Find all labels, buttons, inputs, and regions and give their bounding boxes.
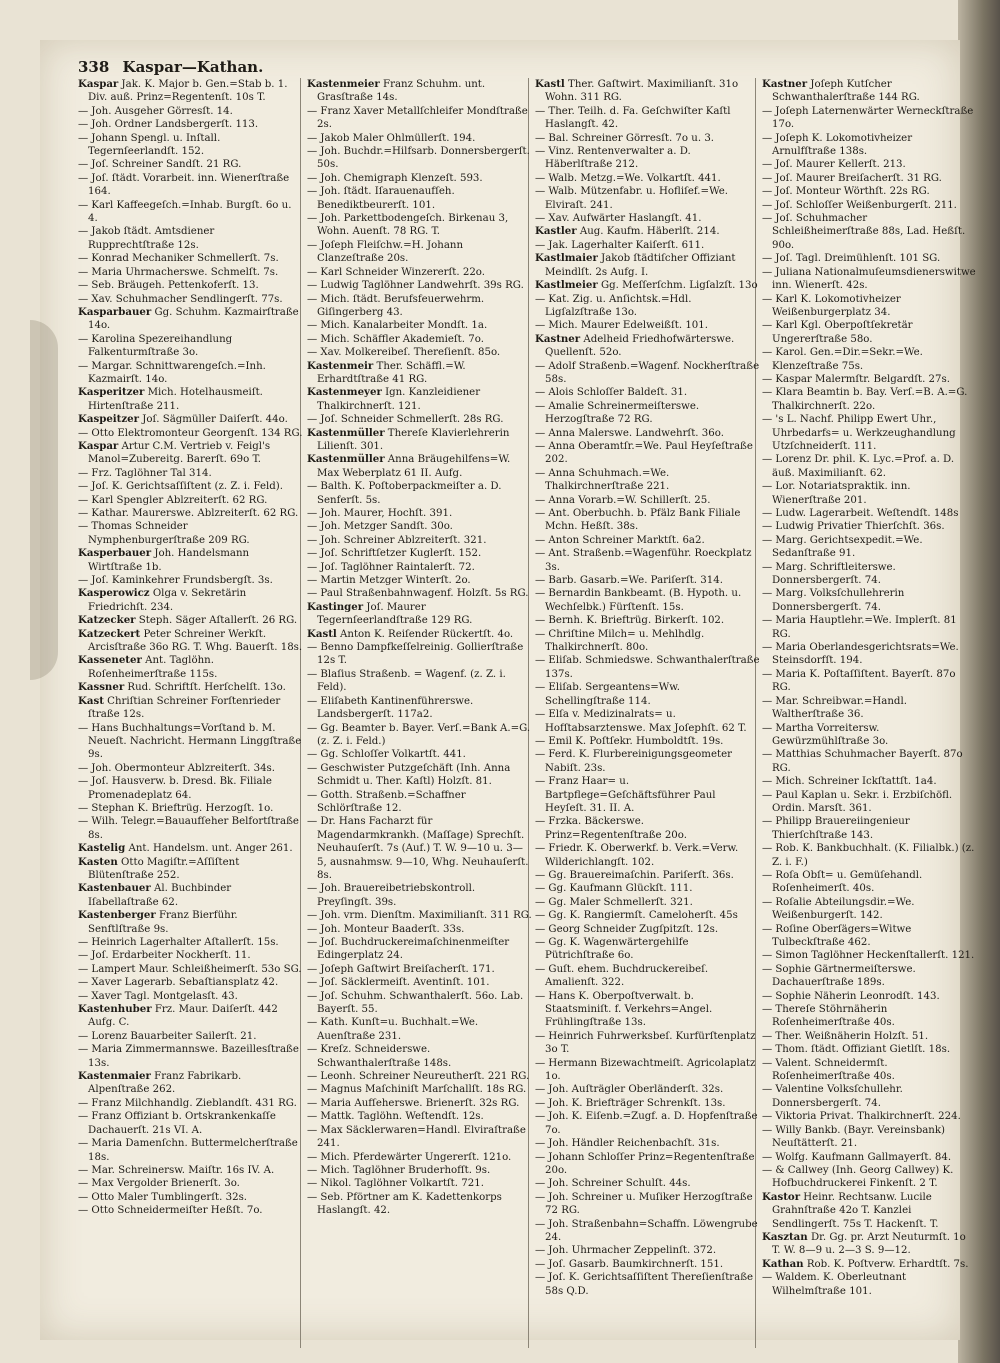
directory-entry: — Joh. Metzger Sandſt. 30o. <box>307 521 453 533</box>
directory-entry: — Ant. Oberbuchh. b. Pfälz Bank Filiale Mchn. Heßſt. 38s. <box>535 508 741 533</box>
directory-entry: — Hans K. Oberpoſtverwalt. b. Staatsminiſt. f. Verkehrs=Angel. Frühlingſtraße 13s. <box>535 990 713 1029</box>
directory-entry: Kastor Heinr. Rechtsanw. Lucile Grahnſtraße 42o T. Kanzlei Sendlingerſt. 75s T. Hackenſt. T. <box>762 1190 939 1230</box>
directory-entry: — Otto Schneidermeiſter Heßſt. 7o. <box>78 1205 263 1217</box>
directory-entry: Kasperbauer Joh. Handelsmann Wirtſtraße 1b. <box>78 547 250 573</box>
directory-entry: — Friedr. K. Oberwerkf. b. Verk.=Verw. Wilderichlangſt. 102. <box>535 843 739 868</box>
directory-entry: — Joſ. Buchdruckereimaſchinenmeiſter Edingerplatz 24. <box>307 937 510 962</box>
directory-entry: — Frzka. Bäckerswe. Prinz=Regentenſtraße 20o. <box>535 816 687 841</box>
directory-entry: — Anna Vorarb.=W. Schillerſt. 25. <box>535 494 711 506</box>
directory-entry: — Roſa Obſt= u. Gemüſehandl. Roſenheimerſt. 40s. <box>762 869 923 895</box>
directory-entry: — Gg. Kaufmann Glückſt. 111. <box>535 883 693 895</box>
directory-entry: — Joſ. ſtädt. Vorarbeit. inn. Wienerſtraße 164. <box>78 172 290 198</box>
directory-entry: — Joh. Schreiner u. Muſiker Herzogſtraße 72 RG. <box>535 1191 753 1217</box>
directory-entry: Kastenmüller Thereſe Klavierlehrerin Lilienſt. 301. <box>307 426 510 452</box>
directory-entry: Kastenhuber Frz. Maur. Daiſerſt. 442 Aufg. C. <box>78 1003 278 1029</box>
directory-entry: — Viktoria Privat. Thalkirchnerſt. 224. <box>762 1111 961 1123</box>
directory-entry: — Mich. Schreiner Ickſtattſt. 1a4. <box>762 776 937 788</box>
directory-entry: — Leonh. Schreiner Neureutherſt. 221 RG. <box>307 1071 530 1083</box>
directory-entry: — Thom. ſtädt. Offiziant Gietlſt. 18s. <box>762 1044 951 1056</box>
directory-entry: — Lor. Notariatspraktik. inn. Wienerſtraße 201. <box>762 481 911 506</box>
directory-entry: — Joſeph Gaſtwirt Breiſacherſt. 171. <box>307 963 495 975</box>
thumb-shadow <box>30 320 58 680</box>
directory-entry: — Lorenz Bauarbeiter Sailerſt. 21. <box>78 1030 257 1042</box>
directory-entry: — Joſ. Erdarbeiter Nockherſt. 11. <box>78 950 251 962</box>
directory-entry: — Marg. Volksſchullehrerin Donnersbergerſt. 74. <box>762 588 905 613</box>
directory-entry: — Karl Kgl. Oberpoſtſekretär Ungererſtraße 58o. <box>762 320 913 345</box>
directory-entry: Kastl Ther. Gaſtwirt. Maximilianſt. 31o Wohn. 311 RG. <box>535 78 739 104</box>
directory-entry: — Blaſius Straßenb. = Wagenf. (z. Z. i. Feld). <box>307 668 506 694</box>
directory-entry: — Maria Hauptlehr.=We. Implerſt. 81 RG. <box>762 615 957 640</box>
directory-entry: — Xaver Tagl. Montgelasſt. 43. <box>78 990 238 1002</box>
directory-entry: — Joſ. Schneider Schmellerſt. 28s RG. <box>307 414 504 426</box>
directory-entry: — Alois Schloſſer Baldeſt. 31. <box>535 387 688 399</box>
directory-entry: — Mich. ſtädt. Berufsfeuerwehrm. Giſingerberg 43. <box>307 293 485 318</box>
directory-entry: — Karl Schneider Winzererſt. 22o. <box>307 266 486 278</box>
directory-entry: — Joſ. Maurer Kellerſt. 213. <box>762 159 906 171</box>
directory-entry: — Martin Metzger Winterſt. 2o. <box>307 575 471 587</box>
directory-entry: — Xav. Schuhmacher Sendlingerſt. 77s. <box>78 293 283 305</box>
directory-entry: Kaspar Artur C.M. Vertrieb v. Feigl's Manol=Zubereitg. Barerſt. 69o T. <box>78 439 271 466</box>
directory-entry: — & Callwey (Inh. Georg Callwey) K. Hofbuchdruckerei Finkenſt. 2 T. <box>762 1164 954 1190</box>
directory-entry: — Walb. Mützenfabr. u. Hofliſef.=We. Elviraſt. 241. <box>535 186 728 211</box>
directory-entry: — Martha Vorreitersw. Gewürzmühlſtraße 3o. <box>762 722 889 747</box>
directory-entry: — Joh. Parkettbodengeſch. Birkenau 3, Wohn. Auenſt. 78 RG. T. <box>307 213 509 238</box>
directory-entry: — Chriſtine Milch= u. Mehlhdlg. Thalkirchnerſt. 80o. <box>535 628 705 654</box>
directory-entry: — Joh. Ordner Landsbergerſt. 113. <box>78 119 259 131</box>
directory-entry: — Mich. Schäffler Akademieſt. 7o. <box>307 333 484 345</box>
directory-entry: — Kaspar Malermſtr. Belgardſt. 27s. <box>762 373 950 385</box>
directory-entry: — Gotth. Straßenb.=Schaffner Schlörſtraße 12. <box>307 789 466 814</box>
directory-entry: — Joſ. Maurer Breiſacherſt. 31 RG. <box>762 172 942 184</box>
directory-entry: — Joſ. Säcklermeiſt. Aventinſt. 101. <box>307 977 490 989</box>
directory-entry: — Gg. Schloſſer Volkartſt. 441. <box>307 749 466 761</box>
directory-entry: — Vinz. Rentenverwalter a. D. Häberlſtraße 212. <box>535 146 691 171</box>
directory-entry: — Otto Elektromonteur Georgenſt. 134 RG. <box>78 427 303 439</box>
directory-entry: Kastler Aug. Kaufm. Häberlſt. 214. <box>535 225 720 238</box>
directory-entry: Kastenmaier Franz Fabrikarb. Alpenſtraße 262. <box>78 1070 242 1096</box>
directory-entry: — Ludwig Taglöhner Landwehrſt. 39s RG. <box>307 280 524 292</box>
directory-entry: — Guſt. ehem. Buchdruckereibeſ. Amalienſt. 322. <box>535 963 709 989</box>
directory-entry: — Mar. Schreibwar.=Handl. Waltherſtraße 36. <box>762 695 907 721</box>
directory-entry: — Dr. Hans Facharzt für Magendarmkrankh. (Maſſage) Sprechſt. Neuhauſerſt. 7s (Auf.) T. W. 9—10 u. 3—5, ausnahmsw. 9—10, Whg. Neuhauſerſt. 8s. <box>307 816 529 881</box>
directory-entry: — Joh. Chemigraph Klenzeſt. 593. <box>307 172 483 184</box>
directory-entry: Kastenmüller Anna Bräugehilfens=W. Max Weberplatz 61 II. Aufg. <box>307 453 511 479</box>
directory-entry: — Mich. Taglöhner Bruderhofſt. 9s. <box>307 1164 491 1176</box>
directory-entry: — Konrad Mechaniker Schmellerſt. 7s. <box>78 253 279 265</box>
directory-entry: — Joh. Händler Reichenbachſt. 31s. <box>535 1138 720 1150</box>
directory-entry: — Eliſabeth Kantinenführerswe. Landsbergerſt. 117a2. <box>307 695 474 721</box>
directory-entry: — Walb. Metzg.=We. Volkartſt. 441. <box>535 172 721 184</box>
directory-entry: Kasperitzer Mich. Hotelhausmeiſt. Hirtenſtraße 211. <box>78 386 263 412</box>
directory-entry: — Joſ. Schloſſer Weißenburgerſt. 211. <box>762 199 957 211</box>
directory-entry: — Max Vergolder Brienerſt. 3o. <box>78 1178 240 1190</box>
directory-entry: — Joſ. Schriftſetzer Kuglerſt. 152. <box>307 548 482 560</box>
directory-entry: — Eliſab. Schmiedswe. Schwanthalerſtraße 137s. <box>535 655 760 680</box>
directory-entry: Katzecker Steph. Säger Aſtallerſt. 26 RG. <box>78 614 298 627</box>
directory-entry: Kastenmeir Ther. Schäffl.=W. Erhardtſtraße 41 RG. <box>307 359 466 385</box>
directory-entry: — Sophie Näherin Leonrodſt. 143. <box>762 990 940 1002</box>
directory-entry: — Kath. Kunſt=u. Buchhalt.=We. Auenſtraße 231. <box>307 1017 479 1042</box>
directory-entry: — Joſeph Fleiſchw.=H. Johann Clanzeſtraße 20s. <box>307 239 464 265</box>
directory-entry: — Emil K. Poſtſekr. Humboldtſt. 19s. <box>535 735 724 747</box>
directory-entry: — Gg. K. Rangiermſt. Cameloherſt. 45s <box>535 910 738 922</box>
directory-entry: — Joſ. Tagl. Dreimühlenſt. 101 SG. <box>762 253 941 265</box>
directory-entry: — Kathar. Maurerswe. Ablzreiterſt. 62 RG. <box>78 508 299 519</box>
directory-entry: Kastelig Ant. Handelsm. unt. Anger 261. <box>78 842 293 855</box>
directory-entry: — Thomas Schneider Nymphenburgerſtraße 209 RG. <box>78 521 250 546</box>
directory-entry: — Gg. K. Wagenwärtergehilfe Pütrichſtraße 6o. <box>535 937 689 962</box>
directory-entry: — Simon Taglöhner Heckenſtallerſt. 121. <box>762 950 975 962</box>
directory-entry: — Margar. Schnittwarengeſch.=Inh. Kazmairſt. 14o. <box>78 360 266 385</box>
directory-entry: — Johann Schloſſer Prinz=Regentenſtraße 20o. <box>535 1151 755 1176</box>
directory-entry: — Hermann Bizewachtmeiſt. Agricolaplatz 1o. <box>535 1057 756 1083</box>
directory-entry: — Waldem. K. Oberleutnant Wilhelmſtraße 101. <box>762 1272 907 1297</box>
directory-entry: — Joh. vrm. Dienſtm. Maximilianſt. 311 RG. <box>307 910 532 922</box>
directory-entry: — Rob. K. Bankbuchhalt. (K. Filialbk.) (z. Z. i. F.) <box>762 843 975 868</box>
directory-entry: — Maria Zimmermannswe. Bazeillesſtraße 13s. <box>78 1044 299 1069</box>
directory-entry: Kastlmeier Gg. Meſſerſchm. Ligſalzſt. 13o <box>535 279 758 292</box>
directory-entry: — Kreſz. Schneiderswe. Schwanthalerſtraße 148s. <box>307 1044 452 1069</box>
directory-entry: — Joſeph Laternenwärter Werneckſtraße 17o. <box>762 105 974 131</box>
directory-entry: — Joh. Schreiner Ablzreiterſt. 321. <box>307 534 487 546</box>
directory-entry: — Bernh. K. Brieftrüg. Birkerſt. 102. <box>535 615 725 627</box>
directory-entry: — Franz Haar= u. Bartpflege=Geſchäftsführer Paul Heyſeſt. 31. II. A. <box>535 776 716 814</box>
directory-entry: — Max Säcklerwaren=Handl. Elviraſtraße 241. <box>307 1124 526 1150</box>
directory-entry: Kastl Anton K. Reiſender Rückertſt. 4o. <box>307 627 514 640</box>
directory-entry: — Matthias Schuhmacher Bayerſt. 87o RG. <box>762 749 963 774</box>
directory-entry: — Joſ. Schuhmacher Schleißheimerſtraße 88s, Lad. Heßſt. 90o. <box>762 213 966 251</box>
page-title: Kaspar—Kathan. <box>122 58 264 76</box>
directory-entry: — Valent. Schneidermſt. Roſenheimerſtraße 40s. <box>762 1057 895 1083</box>
directory-entry: — Anna Malerswe. Landwehrſt. 36o. <box>535 427 724 439</box>
directory-entry: Kassner Rud. Schriftſt. Herſchelſt. 13o. <box>78 681 286 694</box>
directory-entry: — Ludwig Privatier Thierſchſt. 36s. <box>762 521 945 533</box>
directory-entry: — Joſ. Schreiner Sandſt. 21 RG. <box>78 159 242 171</box>
directory-entry: — Hans Buchhaltungs=Vorſtand b. M. Neueſt. Nachricht. Hermann Linggſtraße 9s. <box>78 722 302 761</box>
directory-entry: — Joh. K. Eiſenb.=Zugf. a. D. Hopfenſtraße 7o. <box>535 1111 758 1136</box>
directory-entry: — Heinrich Lagerhalter Aſtallerſt. 15s. <box>78 937 279 948</box>
directory-entry: — Mich. Maurer Edelweißſt. 101. <box>535 320 709 332</box>
page-header <box>78 58 263 76</box>
directory-entry: — Wolfg. Kaufmann Gallmayerſt. 84. <box>762 1151 952 1163</box>
directory-entry: — Xaver Lagerarb. Sebaſtiansplatz 42. <box>78 977 279 989</box>
directory-column-4 <box>762 78 977 1298</box>
directory-entry: — Joſ. Schuhm. Schwanthalerſt. 56o. Lab. Bayerſt. 55. <box>307 990 524 1016</box>
directory-entry: — Marg. Gerichtsexpedit.=We. Sedanſtraße 91. <box>762 534 923 560</box>
directory-entry: — Nikol. Taglöhner Volkartſt. 721. <box>307 1178 484 1190</box>
directory-entry: — Ther. Teilh. d. Fa. Geſchwiſter Kaſtl Haslangſt. 42. <box>535 105 731 131</box>
directory-entry: — Karolina Spezereihandlung Falkenturmſtraße 3o. <box>78 333 233 359</box>
directory-entry: Kastenberger Franz Bierführ. Senftlſtraße 9s. <box>78 909 238 935</box>
directory-entry: — Otto Maler Tumblingerſt. 32s. <box>78 1191 248 1203</box>
directory-entry: — Maria Oberlandesgerichtsrats=We. Steinsdorfſt. 194. <box>762 642 959 667</box>
directory-entry: — Franz Xaver Metallſchleifer Mondſtraße 2s. <box>307 105 528 131</box>
directory-entry: — Juliana Nationalmuſeumsdienerswitwe inn. Wienerſt. 42s. <box>762 266 976 292</box>
directory-entry: — Joh. Buchdr.=Hilfsarb. Donnersbergerſt. 50s. <box>307 146 530 171</box>
directory-entry: — Joſ. Monteur Wörthſt. 22s RG. <box>762 186 930 198</box>
directory-entry: — Bernardin Bankbeamt. (B. Hypoth. u. Wechſelbk.) Fürſtenſt. 15s. <box>535 588 742 613</box>
directory-entry: Kastenbauer Al. Buchbinder Iſabellaſtraße 62. <box>78 882 232 908</box>
directory-entry: — Franz Offiziant b. Ortskrankenkaſſe Dachauerſt. 21s VI. A. <box>78 1111 276 1136</box>
directory-entry: — Franz Milchhandlg. Zieblandſt. 431 RG. <box>78 1097 297 1109</box>
directory-entry: — Bal. Schreiner Görresſt. 7o u. 3. <box>535 132 715 144</box>
directory-entry: — Joſ. K. Gerichtsaſſiſtent Thereſienſtraße 58s Q.D. <box>535 1272 754 1297</box>
directory-entry: — Karl Kaffeegeſch.=Inhab. Burgſt. 6o u. 4. <box>78 199 292 225</box>
directory-entry: Kasten Otto Magiſtr.=Aſſiſtent Blütenſtraße 252. <box>78 855 240 881</box>
directory-entry: Kastinger Joſ. Maurer Tegernſeerlandſtraße 129 RG. <box>307 600 473 627</box>
directory-entry: — Ludw. Lagerarbeit. Weſtendſt. 148s <box>762 508 959 519</box>
directory-entry: — Joh. Straßenbahn=Schaffn. Löwengrube 24. <box>535 1218 758 1243</box>
directory-entry: Kastenmeyer Ign. Kanzleidiener Thalkirchnerſt. 121. <box>307 386 481 412</box>
directory-entry: — Adolf Straßenb.=Wagenf. Nockherſtraße 58s. <box>535 360 760 385</box>
directory-entry: — Wilh. Telegr.=Bauaufſeher Belfortſtraße 8s. <box>78 816 299 841</box>
directory-entry: Kastenmeier Franz Schuhm. unt. Grasſtraße 14s. <box>307 78 486 104</box>
directory-entry: — 's L. Nachf. Philipp Ewert Uhr., Uhrbedarfs= u. Werkzeughandlung Utzſchneiderſt. 111. <box>762 414 956 452</box>
directory-entry: — Elſa v. Medizinalrats= u. Hofſtabsarztenswe. Max Joſephſt. 62 T. <box>535 709 747 734</box>
directory-entry: — Ther. Weißnäherin Holzſt. 51. <box>762 1030 929 1042</box>
directory-entry: — Joſ. Taglöhner Raintalerſt. 72. <box>307 561 475 573</box>
directory-entry: — Jakob ſtädt. Amtsdiener Rupprechtſtraße 12s. <box>78 226 215 251</box>
directory-entry: Kathan Rob. K. Poſtverw. Erhardtſt. 7s. <box>762 1257 969 1270</box>
directory-entry: — Eliſab. Sergeantens=Ww. Schellingſtraße 114. <box>535 682 680 707</box>
directory-entry: — Willy Bankb. (Bayr. Vereinsbank) Neuſtätterſt. 21. <box>762 1124 945 1150</box>
directory-entry: — Anna Schuhmach.=We. Thalkirchnerſtraße 221. <box>535 467 670 493</box>
directory-entry: Kaspeitzer Joſ. Sägmüller Daiſerſt. 44o. <box>78 413 288 426</box>
directory-entry: — Lampert Maur. Schleißheimerſt. 53o SG. <box>78 963 302 975</box>
directory-entry: Kaspar Jak. K. Major b. Gen.=Stab b. 1. Div. auß. Prinz=Regentenſt. 10s T. <box>78 78 288 104</box>
directory-entry: — Kat. Zig. u. Anſichtsk.=Hdl. Ligſalzſtraße 13o. <box>535 293 692 318</box>
directory-entry: — Philipp Brauereiingenieur Thierſchſtraße 143. <box>762 816 910 841</box>
directory-entry: — Joh. Ausgeher Görresſt. 14. <box>78 105 233 117</box>
directory-entry: — Gg. Brauereimaſchin. Pariſerſt. 36s. <box>535 869 734 881</box>
directory-entry: — Balth. K. Poſtoberpackmeiſter a. D. Senferſt. 5s. <box>307 481 502 506</box>
directory-entry: — Johann Spengl. u. Inſtall. Tegernſeerlandſt. 152. <box>78 132 221 158</box>
directory-entry: — Paul Straßenbahnwagenf. Holzſt. 5s RG. <box>307 588 529 600</box>
directory-column-2 <box>307 78 532 1218</box>
directory-entry: — Mich. Kanalarbeiter Mondſt. 1a. <box>307 320 488 332</box>
directory-entry: — Joh. Uhrmacher Zeppelinſt. 372. <box>535 1245 717 1257</box>
directory-entry: — Joſ. K. Gerichtsaſſiſtent (z. Z. i. Feld). <box>78 481 283 493</box>
directory-entry: Kastner Joſeph Kutſcher Schwanthalerſtraße 144 RG. <box>762 78 920 104</box>
directory-entry: — Amalie Schreinermeiſterswe. Herzogſtraße 72 RG. <box>535 400 700 426</box>
directory-entry: — Mattk. Taglöhn. Weſtendſt. 12s. <box>307 1111 484 1123</box>
directory-entry: Kasseneter Ant. Taglöhn. Roſenheimerſtraße 115s. <box>78 654 218 680</box>
directory-entry: — Joh. Obermonteur Ablzreiterſt. 34s. <box>78 762 276 774</box>
directory-entry: Kastner Adelheid Friedhofwärterswe. Quellenſt. 52o. <box>535 332 735 359</box>
directory-entry: Kasztan Dr. Gg. pr. Arzt Neuturmſt. 1o T. W. 8—9 u. 2—3 S. 9—12. <box>762 1230 966 1257</box>
directory-entry: — Ant. Straßenb.=Wagenführ. Roeckplatz 3s. <box>535 548 752 573</box>
directory-entry: — Xav. Aufwärter Haslangſt. 41. <box>535 213 702 225</box>
directory-entry: — Mar. Schreinersw. Maiſtr. 16s IV. A. <box>78 1164 275 1176</box>
directory-entry: — Seb. Pförtner am K. Kadettenkorps Haslangſt. 42. <box>307 1191 502 1217</box>
directory-entry: — Heinrich Fuhrwerksbeſ. Kurfürſtenplatz 3o T. <box>535 1030 756 1056</box>
directory-entry: — Joh. Maurer, Hochſt. 391. <box>307 508 453 519</box>
directory-entry: — Karol. Gen.=Dir.=Sekr.=We. Klenzeſtraße 75s. <box>762 347 923 372</box>
directory-entry: — Maria Damenſchn. Buttermelcherſtraße 18s. <box>78 1138 298 1163</box>
directory-entry: — Maria Uhrmacherswe. Schmelſt. 7s. <box>78 266 279 278</box>
directory-entry: — Ferd. K. Flurbereinigungsgeometer Nabiſt. 23s. <box>535 749 732 774</box>
directory-entry: — Mich. Pferdewärter Ungererſt. 121o. <box>307 1151 512 1163</box>
directory-entry: — Roſine Oberſägers=Witwe Tulbeckſtraße 462. <box>762 923 912 948</box>
directory-entry: — Joh. Brauereibetriebskontroll. Preyſingſt. 39s. <box>307 883 476 908</box>
directory-entry: — Seb. Bräugeh. Pettenkoferſt. 13. <box>78 280 259 292</box>
directory-entry: — Maria Aufſeherswe. Brienerſt. 32s RG. <box>307 1097 520 1109</box>
directory-entry: — Gg. Maler Schmellerſt. 321. <box>535 896 693 908</box>
directory-entry: — Roſalie Abteilungsdir.=We. Weißenburgerſt. 142. <box>762 896 915 922</box>
directory-entry: — Thereſe Stöhrnäherin Roſenheimerſtraße 40s. <box>762 1004 895 1029</box>
directory-entry: — Anna Oberamtſr.=We. Paul Heyſeſtraße 202. <box>535 440 753 466</box>
directory-entry: — Benno Dampfkeſſelreinig. Gollierſtraße 12s T. <box>307 642 524 667</box>
directory-entry: — Anton Schreiner Marktſt. 6a2. <box>535 534 705 546</box>
directory-entry: — Joſ. Hausverw. b. Dresd. Bk. Filiale Promenadeplatz 64. <box>78 776 272 801</box>
directory-entry: — Jak. Lagerhalter Kaiſerſt. 611. <box>535 239 705 251</box>
directory-entry: — Joh. ſtädt. Iſarauenaufſeh. Benediktbeurerſt. 101. <box>307 186 455 211</box>
directory-entry: — Lorenz Dr. phil. K. Lyc.=Prof. a. D. äuß. Maximilianſt. 62. <box>762 454 955 479</box>
directory-entry: Kast Chriſtian Schreiner Forſtenrieder ſtraße 12s. <box>78 694 281 721</box>
directory-column-3 <box>535 78 760 1298</box>
directory-entry: — Jakob Maler Ohlmüllerſt. 194. <box>307 132 476 144</box>
directory-entry: — Stephan K. Brieftrüg. Herzogſt. 1o. <box>78 802 274 814</box>
directory-entry: Kasparbauer Gg. Schuhm. Kazmairſtraße 14o. <box>78 305 299 332</box>
directory-entry: — Marg. Schriftleiterswe. Donnersbergerſt. 74. <box>762 561 896 587</box>
directory-entry: — Joh. Auſträgler Oberländerſt. 32s. <box>535 1084 724 1096</box>
directory-entry: — Geschwister Putzgeſchäft (Inh. Anna Schmidt u. Ther. Kaſtl) Holzſt. 81. <box>307 762 511 788</box>
directory-column-1 <box>78 78 303 1218</box>
directory-entry: — Karl K. Lokomotivheizer Weißenburgerplatz 34. <box>762 293 901 318</box>
directory-entry: — Maria K. Poſtaſſiſtent. Bayerſt. 87o RG. <box>762 668 956 694</box>
page-number: 338 <box>78 58 110 76</box>
directory-entry: — Joſeph K. Lokomotivheizer Arnulfſtraße 138s. <box>762 132 913 158</box>
directory-entry: — Magnus Maſchiniſt Marſchallſt. 18s RG. <box>307 1084 527 1096</box>
directory-entry: — Georg Schneider Zugſpitzſt. 12s. <box>535 923 719 935</box>
directory-entry: — Paul Kaplan u. Sekr. i. Erzbiſchöfl. Ordin. Marsſt. 361. <box>762 789 953 814</box>
directory-entry: — Joſ. Gasarb. Baumkirchnerſt. 151. <box>535 1258 724 1270</box>
directory-entry: — Gg. Beamter b. Bayer. Verſ.=Bank A.=G. (z. Z. i. Feld.) <box>307 722 531 747</box>
directory-entry: — Barb. Gasarb.=We. Pariſerſt. 314. <box>535 575 723 587</box>
directory-entry: — Joſ. Kaminkehrer Frundsbergſt. 3s. <box>78 575 273 587</box>
directory-entry: — Joh. Schreiner Schulſt. 44s. <box>535 1178 691 1190</box>
directory-entry: Kasperowicz Olga v. Sekretärin Friedrichſt. 234. <box>78 587 247 613</box>
directory-entry: Kastlmaier Jakob ſtädtiſcher Offiziant Meindlſt. 2s Aufg. I. <box>535 252 736 278</box>
directory-entry: — Sophie Gärtnermeiſterswe. Dachauerſtraße 189s. <box>762 963 916 989</box>
directory-entry: — Xav. Molkereibeſ. Thereſienſt. 85o. <box>307 347 501 359</box>
directory-entry: — Klara Beamtin b. Bay. Verſ.=B. A.=G. Thalkirchnerſt. 22o. <box>762 387 968 412</box>
directory-entry: — Valentine Volksſchullehr. Donnersbergerſt. 74. <box>762 1084 903 1109</box>
directory-entry: Katzeckert Peter Schreiner Werkſt. Arcisſtraße 36o RG. T. Whg. Bauerſt. 18s. <box>78 627 303 654</box>
directory-entry: — Joh. K. Briefträger Schrenkſt. 13s. <box>535 1097 726 1109</box>
directory-entry: — Joh. Monteur Baaderſt. 33s. <box>307 923 465 935</box>
directory-entry: — Frz. Taglöhner Tal 314. <box>78 467 212 479</box>
directory-entry: — Karl Spengler Ablzreiterſt. 62 RG. <box>78 494 268 506</box>
